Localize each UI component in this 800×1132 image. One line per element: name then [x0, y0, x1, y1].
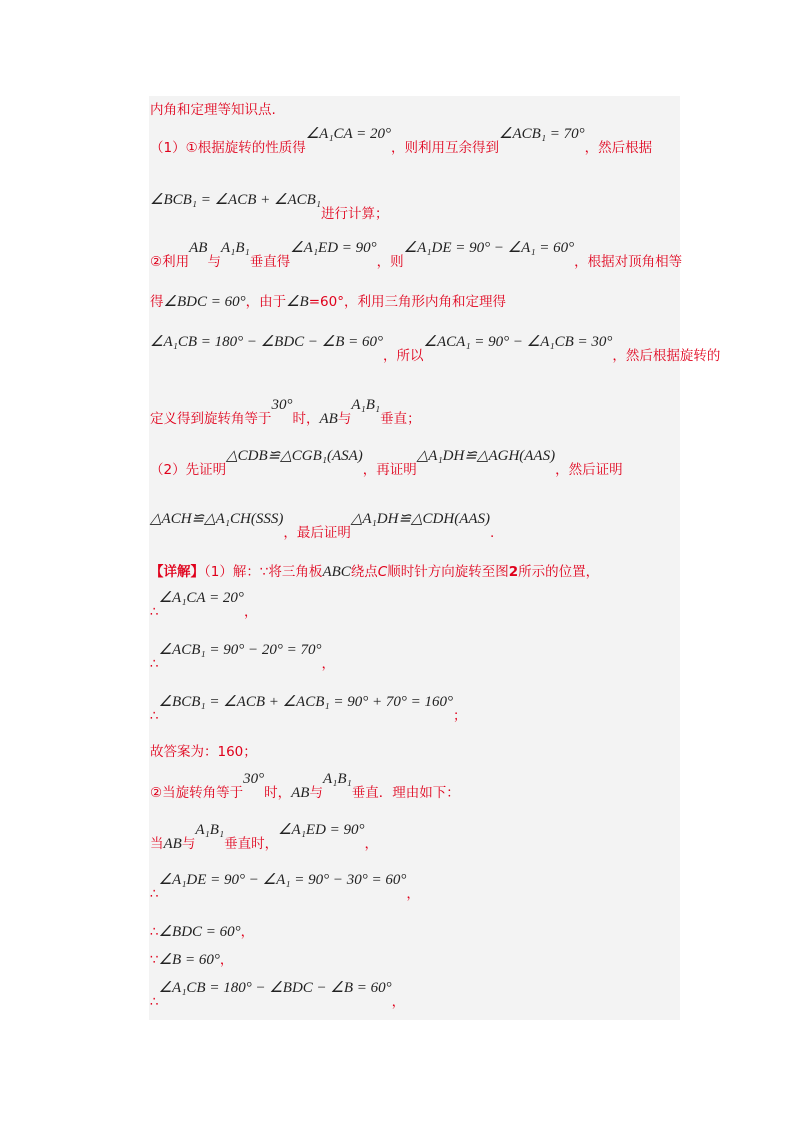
text: ，由于 [245, 294, 287, 310]
text: 垂直．理由如下： [351, 785, 460, 801]
text: =60°，利用三角形内角和定理得 [308, 294, 506, 310]
line-17 [150, 872, 420, 904]
line-2 [150, 126, 653, 158]
line-3 [150, 192, 389, 224]
math-formula: ∠A₁ED = 90° [290, 240, 377, 256]
text: 当 [150, 836, 164, 852]
therefore-symbol: ∴ [150, 708, 159, 724]
math-formula: A₁B₁ [351, 397, 381, 413]
math-formula: ∠A₁CB = 180° − ∠BDC − ∠B = 60° [158, 980, 392, 996]
math-formula: △CDB≌△CGB₁(ASA) [226, 448, 363, 464]
therefore-symbol: ∴ [150, 924, 159, 940]
text: ，然后证明 [555, 462, 623, 478]
line-13 [150, 694, 467, 726]
text: 与 [181, 836, 196, 852]
text: ，再证明 [362, 462, 417, 478]
text: 垂直时， [224, 836, 279, 852]
text: ，根据对顶角相等 [574, 254, 683, 270]
line-11 [150, 590, 258, 622]
math-formula: △A₁DH≌△AGH(AAS) [416, 448, 556, 464]
line-14 [150, 742, 257, 762]
text: C [377, 564, 388, 580]
line-1 [150, 100, 276, 120]
text: （2）先证明 [150, 462, 227, 478]
math-formula: 30° [243, 771, 265, 787]
math-formula: ∠ACB₁ = 90° − 20° = 70° [158, 642, 322, 658]
therefore-symbol: ∴ [150, 656, 159, 672]
text: 故答案为：160； [150, 744, 257, 760]
therefore-symbol: ∴ [150, 886, 159, 902]
text: ，所以 [383, 348, 424, 364]
text: 绕点 [350, 564, 378, 580]
text: ， [406, 886, 420, 902]
math-formula: A₁B₁ [195, 822, 225, 838]
text: 与 [207, 254, 221, 270]
text: 垂直得 [249, 254, 291, 270]
math-formula: ∠ACA₁ = 90° − ∠A₁CB = 30° [423, 334, 613, 350]
line-6 [150, 334, 721, 366]
because-symbol: ∵ [150, 952, 159, 968]
text: . [490, 525, 495, 541]
text: ，最后证明 [283, 525, 351, 541]
text: （1）①根据旋转的性质得 [150, 140, 306, 156]
text: ； [452, 708, 467, 724]
text: （1）解：∵将三角板 [204, 564, 323, 580]
text: 2 [508, 564, 519, 580]
text: 时， [292, 411, 320, 427]
text: 与 [337, 411, 352, 427]
therefore-symbol: ∴ [150, 604, 159, 620]
math-formula: ∠ACB₁ = 70° [499, 126, 585, 142]
line-7 [150, 397, 421, 429]
text: 进行计算； [321, 206, 389, 222]
math-formula: 30° [271, 397, 293, 413]
math-formula: ∠A₁CA = 20° [158, 590, 244, 606]
math-formula: AB [291, 785, 310, 801]
text: 内角和定理等知识点. [150, 102, 276, 118]
therefore-symbol: ∴ [150, 994, 159, 1010]
math-formula: ∠A₁CB = 180° − ∠BDC − ∠B = 60° [150, 334, 384, 350]
math-formula: A₁B₁ [220, 240, 250, 256]
math-formula: △ACH≌△A₁CH(SSS) [150, 511, 284, 527]
text: ，然后根据旋转的 [612, 348, 721, 364]
math-formula: AB [319, 411, 338, 427]
math-formula: ∠A₁DE = 90° − ∠A₁ = 90° − 30° = 60° [158, 872, 407, 888]
line-10 [150, 562, 599, 582]
text: ， [321, 656, 335, 672]
math-formula: A₁B₁ [322, 771, 352, 787]
math-formula: ∠BDC = 60° [158, 924, 241, 940]
text: 顺时针方向旋转至图 [387, 564, 509, 580]
math-formula: AB [189, 240, 208, 256]
math-formula: ∠BCB₁ = ∠ACB + ∠ACB₁ [150, 192, 322, 208]
text: 时， [264, 785, 292, 801]
math-formula: ∠B [286, 294, 309, 310]
line-4 [150, 240, 683, 272]
line-15 [150, 771, 460, 803]
math-formula: ∠BDC = 60° [163, 294, 246, 310]
line-5 [150, 292, 506, 312]
line-19 [150, 950, 233, 970]
text: 与 [309, 785, 323, 801]
text: ，然后根据 [584, 140, 653, 156]
line-12 [150, 642, 335, 674]
line-8 [150, 448, 623, 480]
section-label: 【详解】 [150, 564, 204, 580]
line-16 [150, 822, 379, 854]
text: ， [240, 924, 255, 940]
line-18 [150, 922, 254, 942]
math-formula: ∠A₁ED = 90° [278, 822, 365, 838]
text: 得 [150, 294, 164, 310]
text: ②利用 [150, 254, 190, 270]
math-formula: ABC [322, 564, 351, 580]
math-formula: △A₁DH≌△CDH(AAS) [350, 511, 491, 527]
math-formula: AB [163, 836, 182, 852]
math-formula: ∠A₁CA = 20° [305, 126, 392, 142]
text: ，则 [376, 254, 404, 270]
text: ， [364, 836, 379, 852]
text: 所示的位置， [518, 564, 600, 580]
text: 定义得到旋转角等于 [150, 411, 272, 427]
text: ，则利用互余得到 [391, 140, 500, 156]
text: ②当旋转角等于 [150, 785, 244, 801]
line-20 [150, 980, 406, 1012]
text: 垂直； [380, 411, 421, 427]
math-formula: ∠B = 60° [158, 952, 220, 968]
math-formula: ∠BCB₁ = ∠ACB + ∠ACB₁ = 90° + 70° = 160° [158, 694, 453, 710]
math-formula: ∠A₁DE = 90° − ∠A₁ = 60° [403, 240, 575, 256]
text: ， [219, 952, 234, 968]
line-9 [150, 511, 495, 543]
text: ， [391, 994, 406, 1010]
text: ， [243, 604, 258, 620]
